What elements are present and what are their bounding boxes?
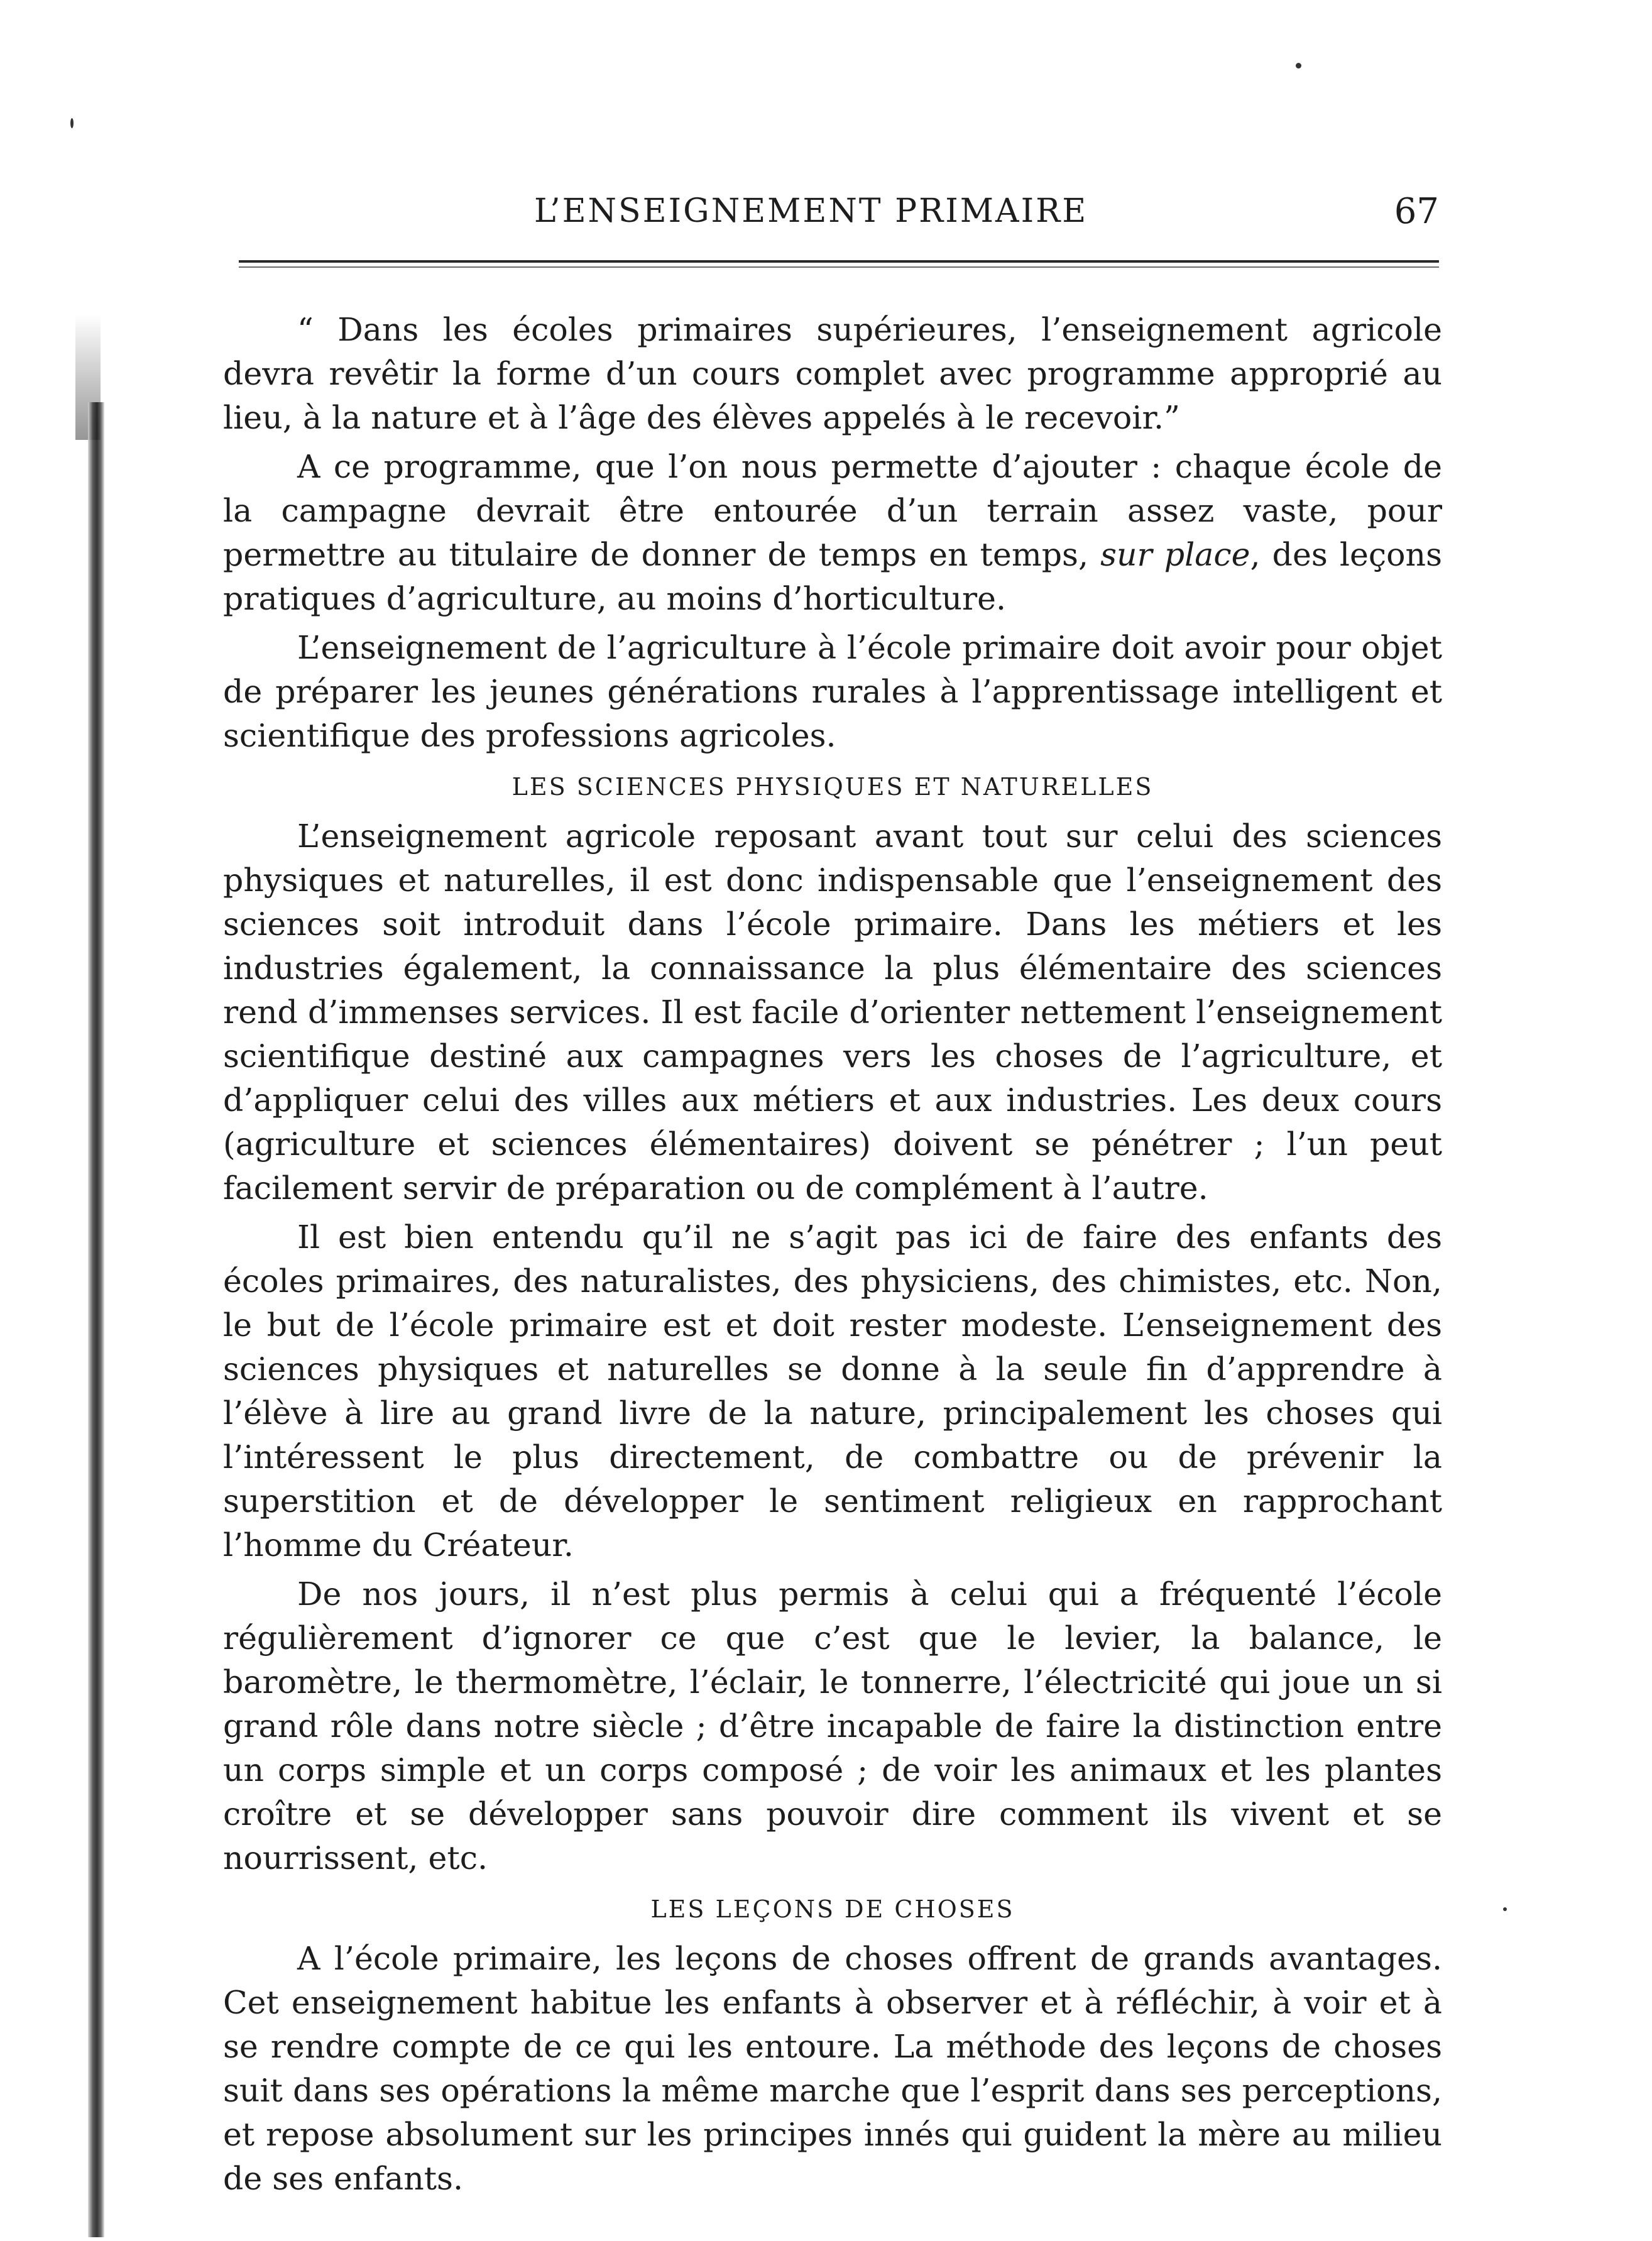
page-number: 67 <box>1394 191 1439 232</box>
paragraph-quote: “ Dans les écoles primaires supérieures, l’enseignement agricole devra revêtir la forme d’un cours complet avec programme approprié au lieu, à la nature et à l’âge des élèves appelés à le recevoir.” <box>223 311 1442 436</box>
paragraph-modest-goal: Il est bien entendu qu’il ne s’agit pas ici de faire des enfants des écoles primaires, des naturalistes, des physiciens, des chimistes, etc. Non, le but de l’école primaire est et doit rester modeste. L’enseignement des sciences physiques et naturelles se donne à la seule fin d’apprendre à l’élève à lire au grand livre de la nature, principalement les choses qui l’intéressent le plus directement, de combattre ou de prévenir la superstition et de développer le sentiment religieux en rapprochant l’homme du Créateur. <box>223 1219 1442 1564</box>
paragraph-sciences: L’enseignement agricole reposant avant tout sur celui des sciences physiques et naturelles, il est donc indispensable que l’enseignement des sciences soit introduit dans l’école primaire. Dans les métiers et les industries également, la connaissance la plus élémentaire des sciences rend d’immenses services. Il est facile d’orienter nettement l’enseignement scientifique destiné aux campagnes vers les choses de l’agriculture, et d’appliquer celui des villes aux métiers et aux industries. Les deux cours (agriculture et sciences élémentaires) doivent se pénétrer ; l’un peut facilement servir de préparation ou de complément à l’autre. <box>223 818 1442 1207</box>
page-body <box>223 308 1442 2201</box>
paragraph-lecons-de-choses: A l’école primaire, les leçons de choses offrent de grands avantages. Cet enseignement habitue les enfants à observer et à réfléchir, à voir et à se rendre compte de ce qui les entoure. La méthode des leçons de choses suit dans ses opérations la même marche que l’esprit dans ses perceptions, et repose absolument sur les principes innés qui guident la mère au milieu de ses enfants. <box>223 1940 1442 2197</box>
paragraph-agriculture-objective: L’enseignement de l’agriculture à l’école primaire doit avoir pour objet de préparer les jeunes générations rurales à l’apprentissage intelligent et scientifique des professions agricoles. <box>223 629 1442 754</box>
scan-speck <box>1296 63 1301 68</box>
section-heading-sciences: LES SCIENCES PHYSIQUES ET NATURELLES <box>511 773 1154 801</box>
italic-sur-place: sur place <box>1100 536 1250 573</box>
section-heading-lecons: LES LEÇONS DE CHOSES <box>650 1895 1015 1923</box>
scan-speck <box>70 118 74 128</box>
scan-speck <box>1503 1907 1507 1911</box>
paragraph-program <box>223 445 1442 621</box>
page-header <box>232 186 1439 243</box>
page-binding-edge <box>88 402 104 2237</box>
paragraph-nowadays: De nos jours, il n’est plus permis à celui qui a fréquenté l’école régulièrement d’ignorer ce que c’est que le levier, la balance, le baromètre, le thermomètre, l’éclair, le tonnerre, l’électricité qui joue un si grand rôle dans notre siècle ; d’être incapable de faire la distinction entre un corps simple et un corps composé ; de voir les animaux et les plantes croître et se développer sans pouvoir dire comment ils vivent et se nourrissent, etc. <box>223 1575 1442 1877</box>
header-rule <box>239 260 1439 263</box>
running-title: L’ENSEIGNEMENT PRIMAIRE <box>534 192 1088 230</box>
header-rule-thin <box>239 266 1439 268</box>
paragraph-program-part1: A ce programme, que l’on nous permette d’ajouter : chaque école de la campagne devrait être entourée d’un terrain assez vaste, pour permettre au titulaire de donner de temps en temps, <box>223 448 1442 573</box>
paragraph-program-part2: , des leçons pratiques d’agriculture, au moins d’horticulture. <box>223 536 1442 617</box>
